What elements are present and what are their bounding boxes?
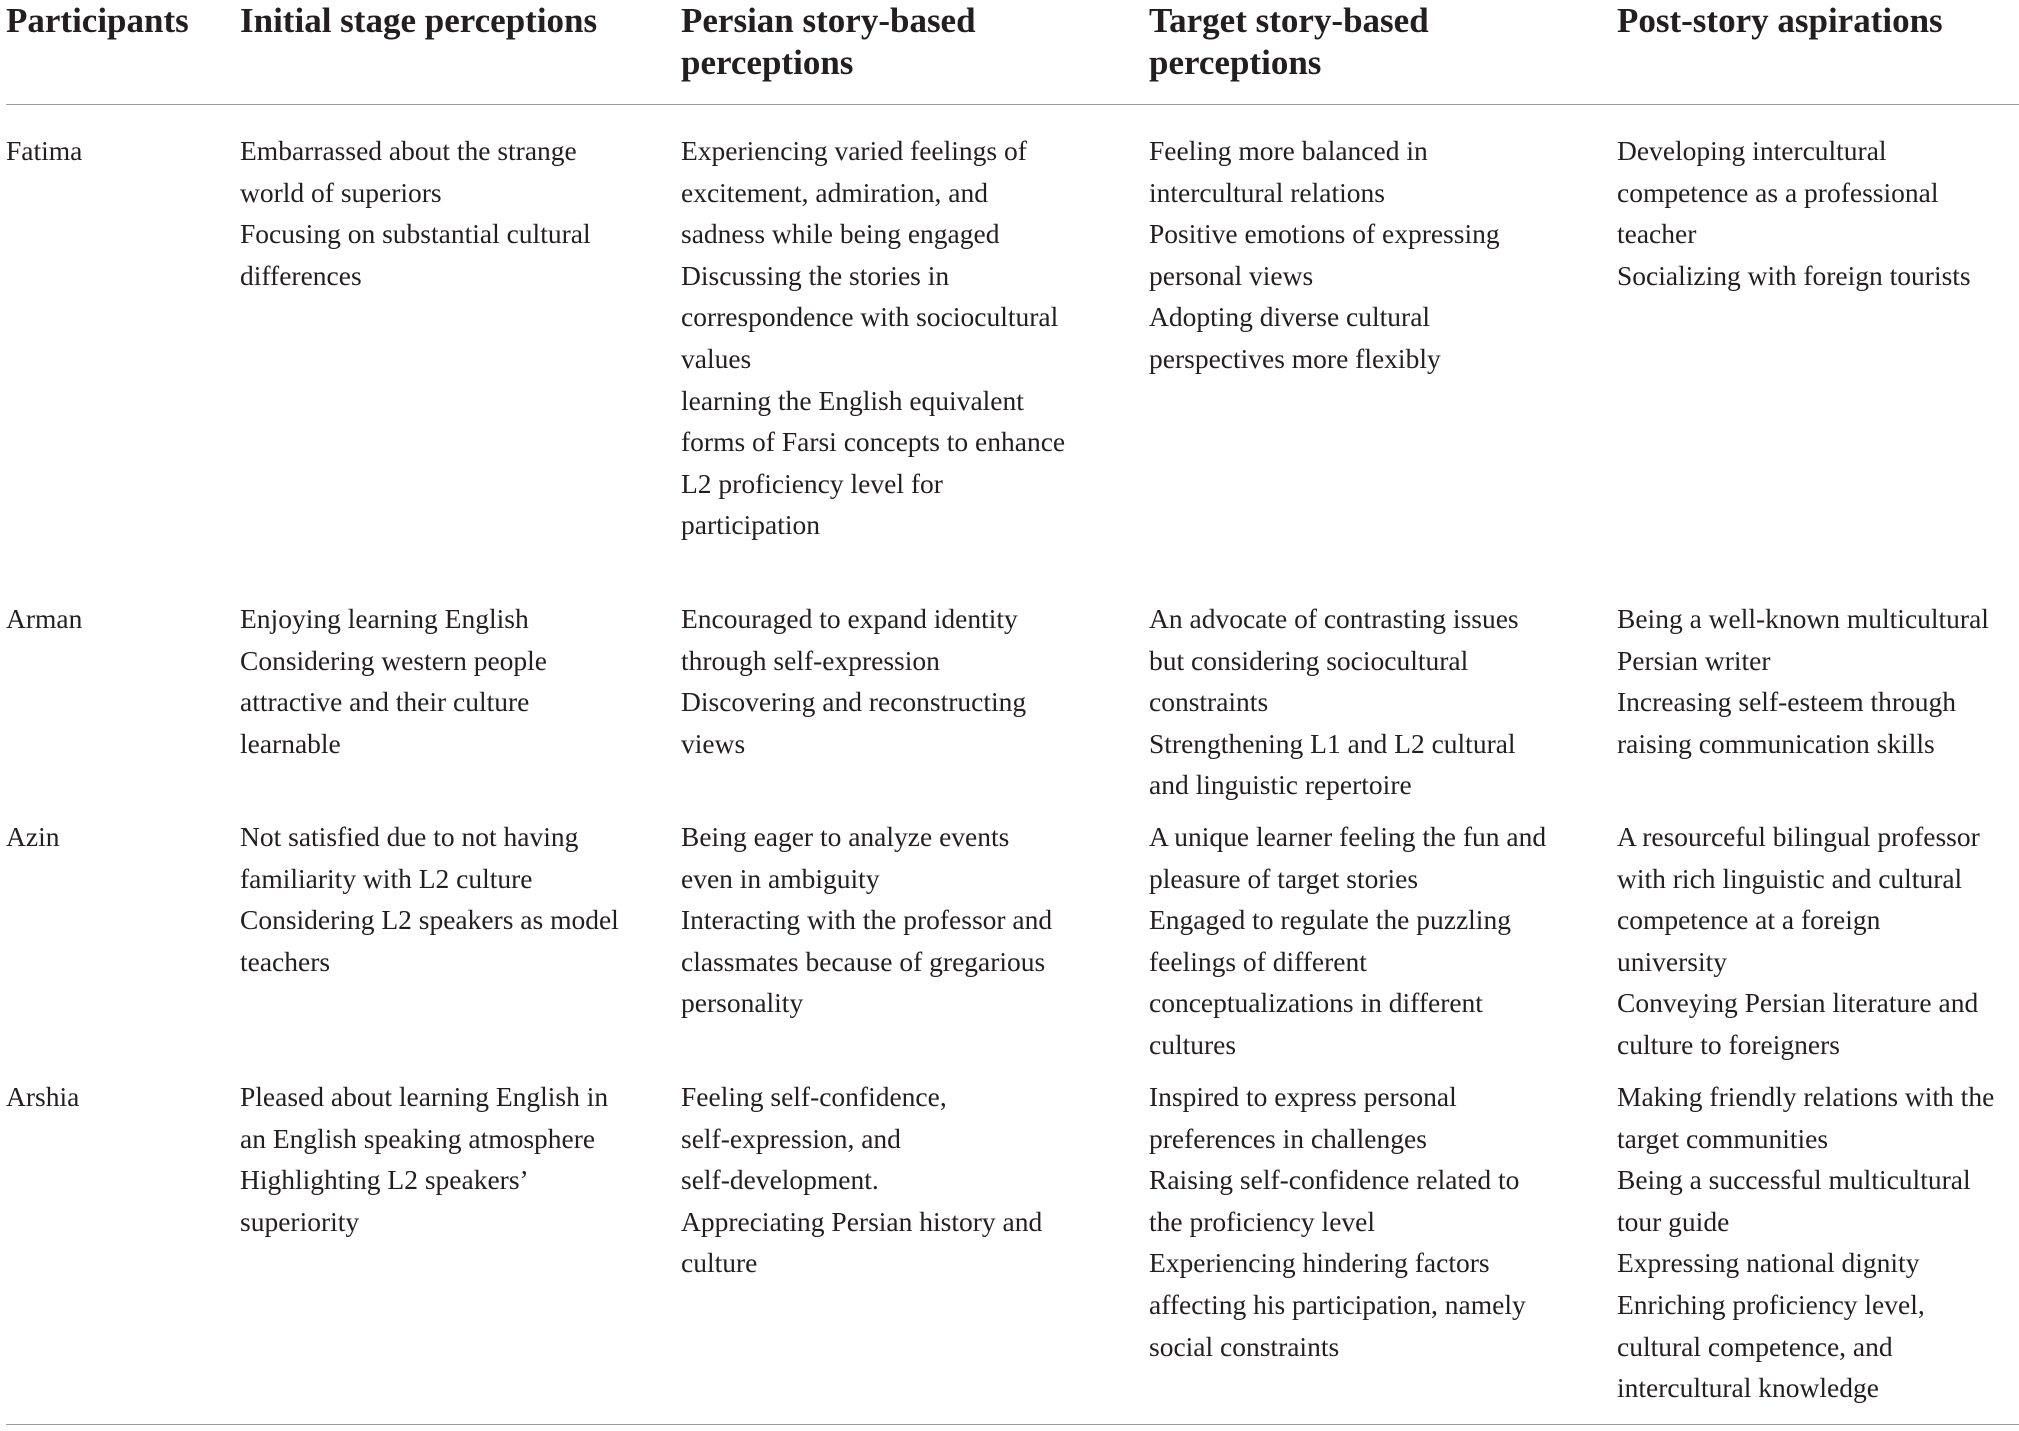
target-story-cell: An advocate of contrasting issues but considering sociocultural constraints Strengthening L1 and L2 cultural and linguistic repertoire bbox=[1149, 603, 1519, 801]
header-rule bbox=[6, 104, 2019, 105]
table-bottom-rule bbox=[6, 1424, 2019, 1425]
target-story-cell: Inspired to express personal preferences in challenges Raising self-confidence related to the proficiency level Experiencing hindering factors affecting his participation, namely social constraints bbox=[1149, 1081, 1526, 1362]
aspirations-cell: Making friendly relations with the target communities Being a successful multicultural tour guide Expressing national dignity Enriching proficiency level, cultural competence, and intercultural knowledge bbox=[1617, 1081, 1995, 1404]
persian-story-cell: Being eager to analyze events even in ambiguity Interacting with the professor and classmates because of gregarious personality bbox=[681, 821, 1053, 1019]
table-header-row bbox=[6, 0, 2019, 104]
participant-name: Azin bbox=[6, 821, 60, 852]
aspirations-cell: Developing intercultural competence as a professional teacher Socializing with foreign tourists bbox=[1617, 135, 1971, 291]
persian-story-cell: Feeling self-confidence, self-expression, and self-development. Appreciating Persian history and culture bbox=[681, 1081, 1043, 1279]
participant-name: Arshia bbox=[6, 1081, 80, 1112]
initial-perceptions-cell: Embarrassed about the strange world of superiors Focusing on substantial cultural differences bbox=[240, 135, 591, 291]
initial-perceptions-cell: Not satisfied due to not having familiarity with L2 culture Considering L2 speakers as model teachers bbox=[240, 821, 619, 977]
persian-story-cell: Encouraged to expand identity through self-expression Discovering and reconstructing views bbox=[681, 603, 1027, 759]
initial-perceptions-cell: Pleased about learning English in an English speaking atmosphere Highlighting L2 speakers’ superiority bbox=[240, 1081, 609, 1237]
persian-story-cell: Experiencing varied feelings of excitement, admiration, and sadness while being engaged Discussing the stories in correspondence with sociocultural values learning the English equivalent forms of Farsi concepts to enhance L2 proficiency level for participation bbox=[681, 135, 1066, 541]
aspirations-cell: A resourceful bilingual professor with rich linguistic and cultural competence at a foreign university Conveying Persian literature and culture to foreigners bbox=[1617, 821, 1980, 1060]
target-story-cell: Feeling more balanced in intercultural relations Positive emotions of expressing personal views Adopting diverse cultural perspectives more flexibly bbox=[1149, 135, 1500, 374]
participant-name: Fatima bbox=[6, 135, 83, 166]
initial-perceptions-cell: Enjoying learning English Considering western people attractive and their culture learnable bbox=[240, 603, 548, 759]
header-initial-stage: Initial stage perceptions bbox=[240, 1, 598, 40]
header-participants: Participants bbox=[6, 1, 189, 40]
participant-name: Arman bbox=[6, 603, 83, 634]
header-post-story: Post-story aspirations bbox=[1617, 1, 1943, 40]
header-target-story: Target story-based perceptions bbox=[1149, 1, 1429, 82]
target-story-cell: A unique learner feeling the fun and pleasure of target stories Engaged to regulate the puzzling feelings of different conceptualizations in different cultures bbox=[1149, 821, 1547, 1060]
header-persian-story: Persian story-based perceptions bbox=[681, 1, 976, 82]
perceptions-table bbox=[6, 0, 2019, 1404]
aspirations-cell: Being a well-known multicultural Persian writer Increasing self-esteem through raising communication skills bbox=[1617, 603, 1989, 759]
